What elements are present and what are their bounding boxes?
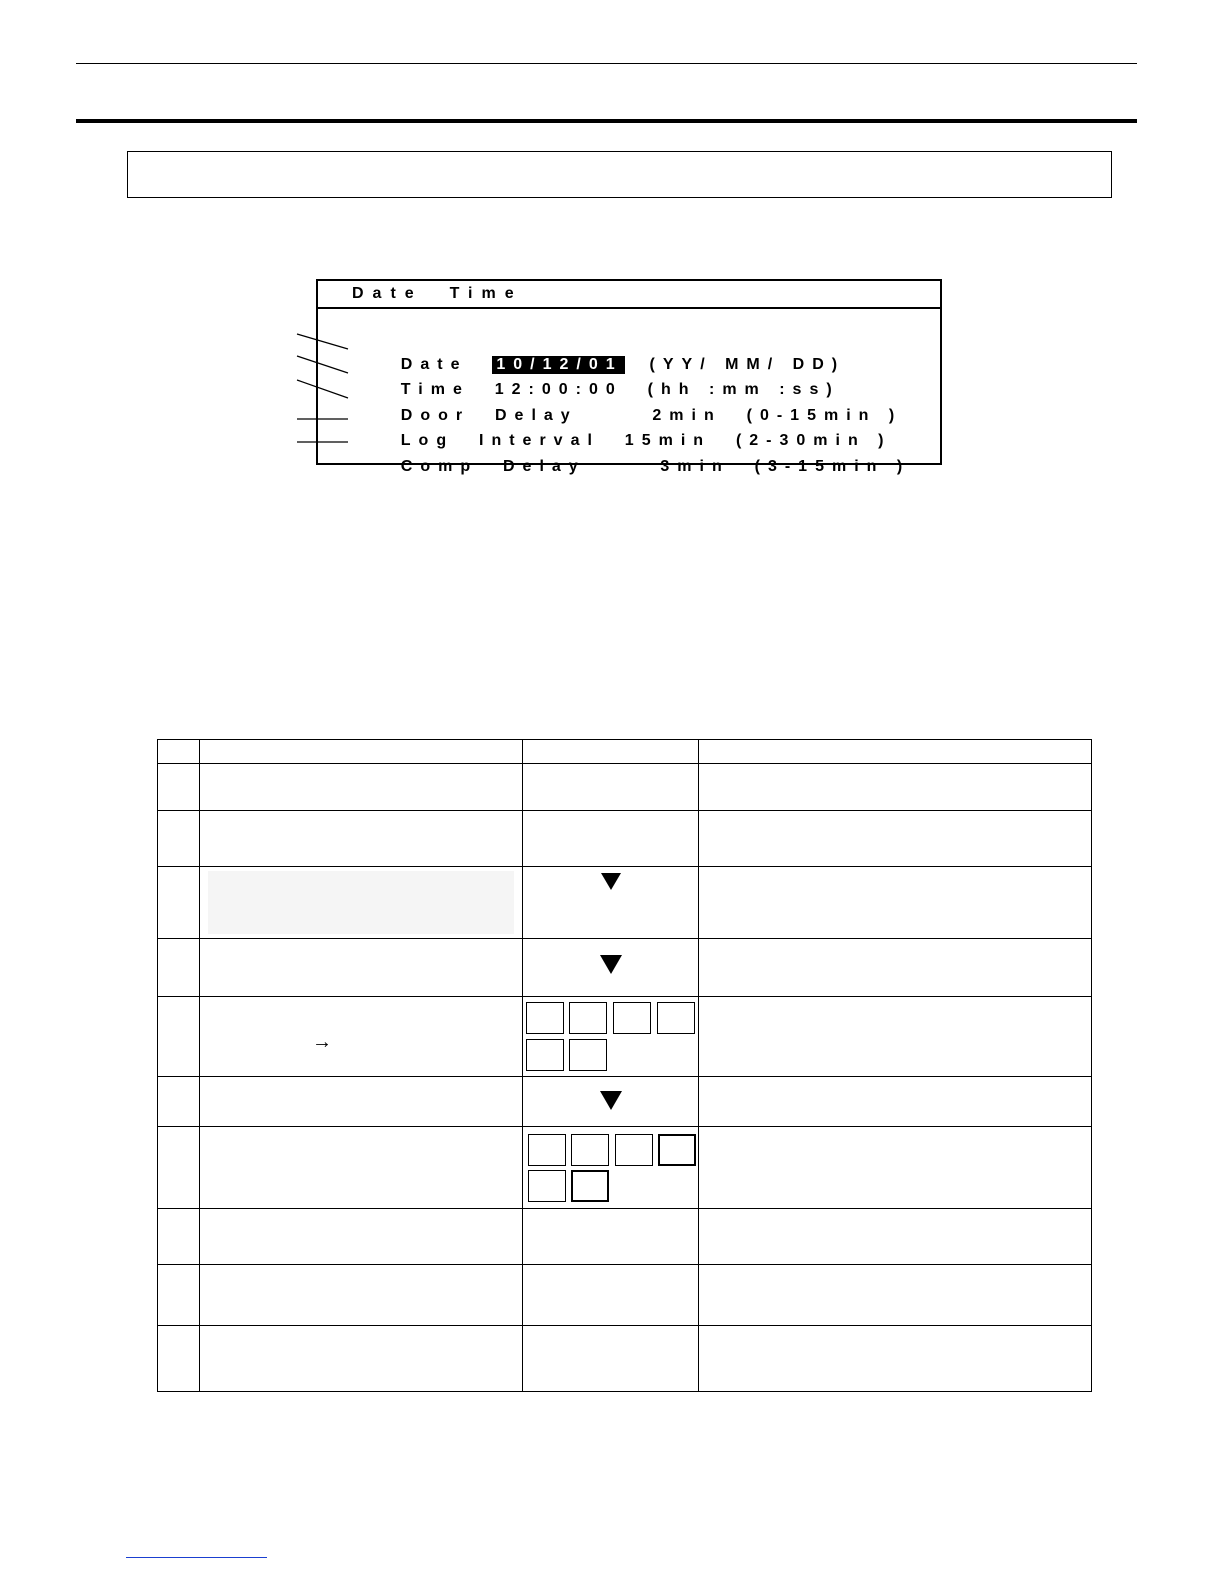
lcd-row-value: 12:00:00 [494,381,623,398]
cell-operation [200,1209,523,1265]
cell-key [523,997,699,1077]
table-row [158,1077,1092,1127]
lcd-row-value: 2min [577,407,722,424]
lcd-screen [316,279,942,475]
keypad-key[interactable] [613,1002,651,1034]
cell-description [699,811,1092,867]
keypad-key[interactable] [571,1134,609,1166]
keypad-key[interactable] [569,1002,607,1034]
lcd-row-label: Date [400,356,493,373]
cell-description [699,764,1092,811]
cell-no [158,1209,200,1265]
header-description [699,740,1092,764]
lcd-row-label: Time [400,381,495,398]
keypad-key[interactable] [657,1002,695,1034]
lcd-row-time[interactable] [351,363,840,398]
cell-no [158,939,200,997]
cell-operation [200,1127,523,1209]
cell-key [523,764,699,811]
cell-operation [200,764,523,811]
cell-description [699,1077,1092,1127]
lcd-row-comp-delay[interactable] [351,440,911,475]
table-row [158,939,1092,997]
lcd-row-label: Door Delay [400,407,578,424]
cell-key [523,1209,699,1265]
right-arrow-text: → [312,1031,332,1053]
cell-key [523,939,699,997]
table-header-row [158,740,1092,764]
shaded-note [208,871,514,934]
keypad-key[interactable] [526,1039,564,1071]
cell-key [523,1326,699,1392]
lcd-row-date[interactable] [351,338,846,373]
cell-no [158,1265,200,1326]
table-row [158,1127,1092,1209]
lcd-row-suffix: (hh :mm :ss) [622,381,840,398]
down-arrow-icon[interactable] [600,955,622,974]
cell-description [699,997,1092,1077]
procedure-table [157,739,1092,1392]
cell-no [158,1077,200,1127]
keypad-key[interactable] [569,1039,607,1071]
down-arrow-icon[interactable] [600,1091,622,1110]
footer-link-underline[interactable] [126,1557,267,1558]
cell-no [158,764,200,811]
table-row [158,811,1092,867]
cell-key [523,1127,699,1209]
lcd-row-value: 15min [599,432,712,449]
cell-operation [200,939,523,997]
keypad-key[interactable] [528,1134,566,1166]
cell-description [699,1265,1092,1326]
table-row [158,1265,1092,1326]
header-operation [200,740,523,764]
table-row [158,867,1092,939]
lcd-row-value-selected: 10/12/01 [492,356,624,374]
cell-description [699,1209,1092,1265]
cell-no [158,1127,200,1209]
lcd-row-suffix: (2-30min ) [711,432,892,449]
lcd-row-log-interval[interactable] [351,414,892,449]
cell-no [158,997,200,1077]
lcd-row-label: Comp Delay [400,458,586,475]
lcd-row-value: 3min [585,458,730,475]
cell-operation [200,811,523,867]
lcd-row-suffix: (3-15min ) [729,458,911,475]
lcd-row-label: Log Interval [400,432,600,449]
cell-key [523,867,699,939]
cell-no [158,1326,200,1392]
table-row [158,764,1092,811]
keypad-key[interactable] [526,1002,564,1034]
down-arrow-icon[interactable] [601,873,621,890]
cell-operation [200,1326,523,1392]
cell-description [699,1127,1092,1209]
cell-operation [200,1077,523,1127]
keypad-key[interactable] [615,1134,653,1166]
keypad-key[interactable] [528,1170,566,1202]
lcd-title: Date Time [352,285,523,302]
keypad-key[interactable] [571,1170,609,1202]
cell-operation [200,867,523,939]
lcd-title-bar [318,281,940,309]
header-key [523,740,699,764]
cell-no [158,867,200,939]
cell-key [523,811,699,867]
lcd-row-door-delay[interactable] [351,389,903,424]
table-row [158,1209,1092,1265]
cell-key [523,1265,699,1326]
cell-description [699,1326,1092,1392]
cell-description [699,867,1092,939]
lcd-row-suffix: (YY/ MM/ DD) [624,356,846,373]
header-no [158,740,200,764]
keypad-key[interactable] [658,1134,696,1166]
cell-no [158,811,200,867]
cell-key [523,1077,699,1127]
table-row [158,997,1092,1077]
cell-description [699,939,1092,997]
table-row [158,1326,1092,1392]
lcd-row-suffix: (0-15min ) [721,407,903,424]
cell-operation [200,1265,523,1326]
cell-operation [200,997,523,1077]
